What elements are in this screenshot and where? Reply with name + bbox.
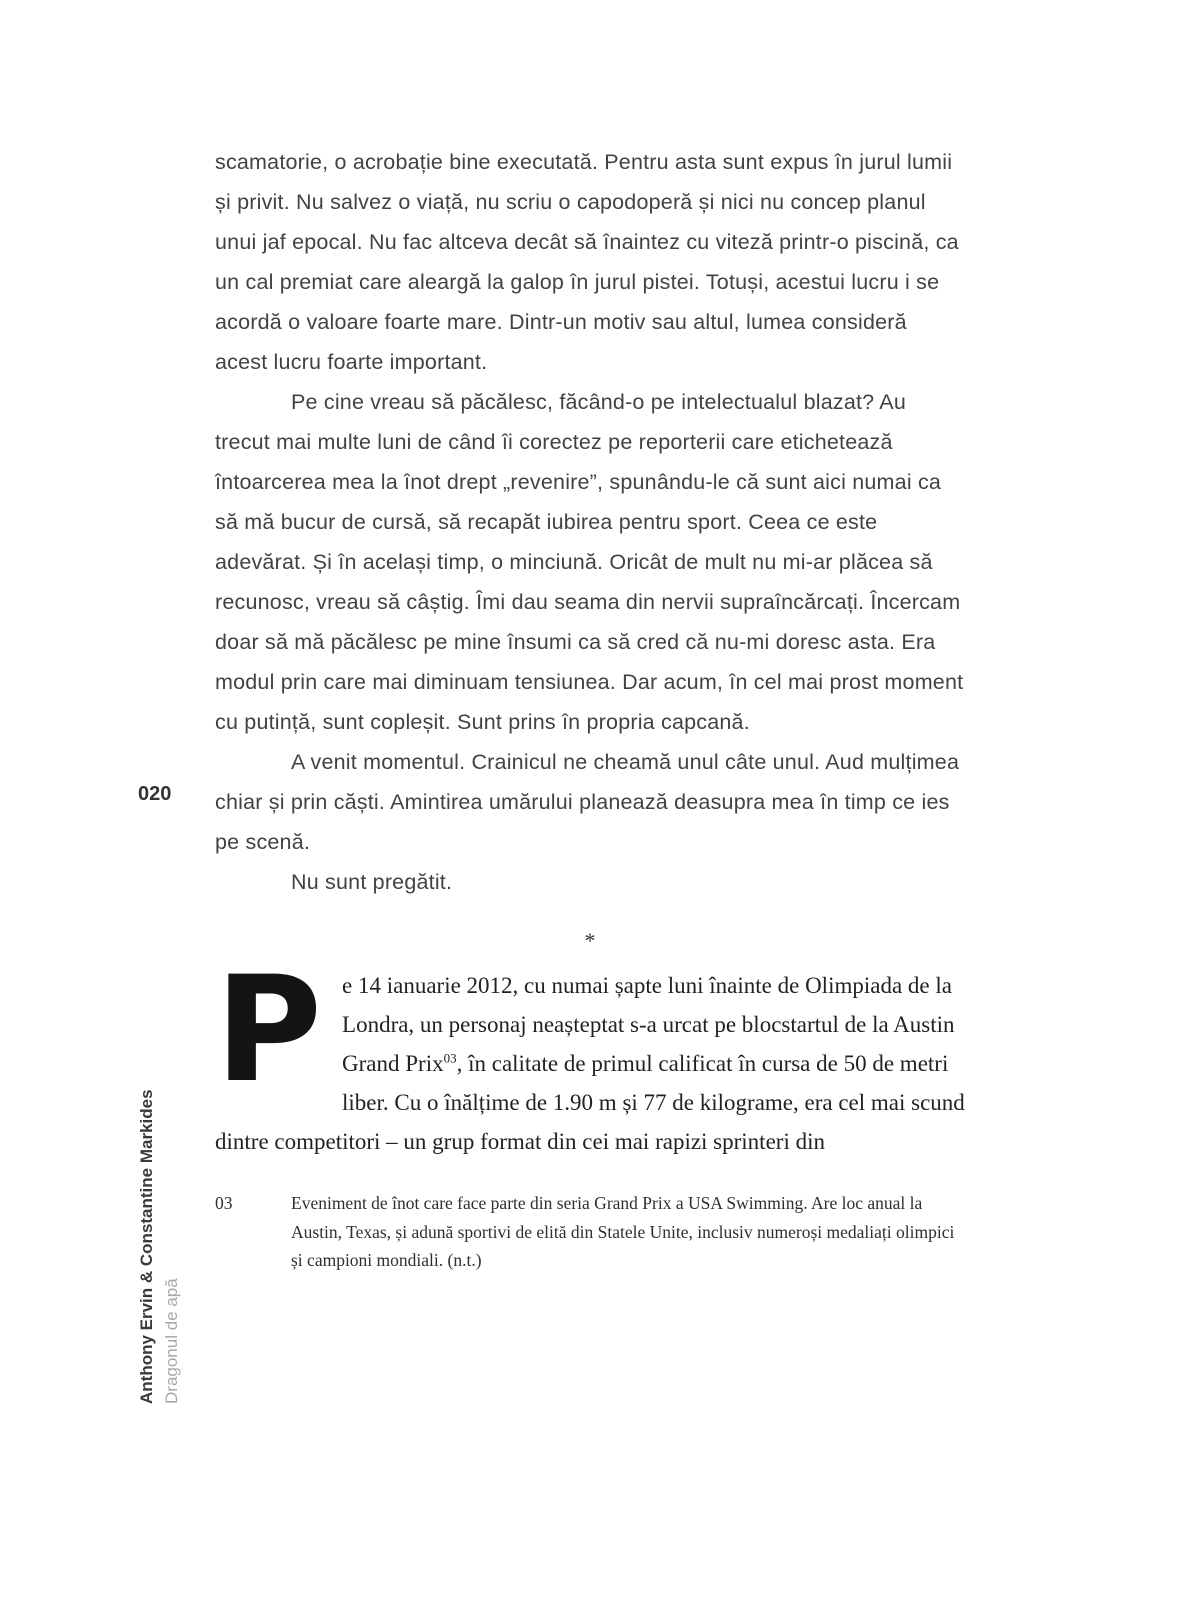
spine-book-title: Dragonul de apă (162, 1278, 181, 1404)
drop-cap: P (215, 945, 323, 1115)
spine-authors: Anthony Ervin & Constantine Markides (137, 1089, 156, 1404)
body-paragraph: A venit momentul. Crainicul ne cheamă unul câte unul. Aud mulțimea chiar și prin căști. Amintirea umărului planează deasupra mea în timp ce ies pe scenă. (215, 750, 960, 854)
footnote (215, 1189, 965, 1275)
chapter-opening-paragraph (215, 945, 965, 1161)
body-paragraph: scamatorie, o acrobație bine executată. Pentru asta sunt expus în jurul lumii și privit. Nu salvez o viață, nu scriu o capodoperă și nici nu concep planul unui jaf epocal. Nu fac altceva decât să înaintez cu viteză printr-o piscină, ca un cal premiat care aleargă la galop în jurul pistei. Totuși, acestui lucru i se acordă o valoare foarte mare. Dintr-un motiv sau altul, lumea consideră acest lucru foarte important. (215, 150, 959, 374)
footnote-reference: 03 (443, 1050, 457, 1066)
page-number: 020 (138, 783, 172, 805)
spine-text (134, 1089, 184, 1404)
footnote-marker: 03 (215, 1193, 233, 1213)
chapter-text: e 14 ianuarie 2012, cu numai șapte luni înainte de Olimpiada de la Londra, un personaj neașteptat s-a urcat pe blocstartul de la Austin Grand Prix (342, 973, 955, 1076)
text-column (215, 142, 965, 1275)
body-paragraph: Nu sunt pregătit. (291, 870, 453, 894)
footnote-text: Eveniment de înot care face parte din seria Grand Prix a USA Swimming. Are loc anual la Austin, Texas, și adună sportivi de elită din Statele Unite, inclusiv numeroși medaliați olimpici și campioni mondiali. (n.t.) (291, 1193, 955, 1270)
section-break-asterisk: * (584, 928, 596, 953)
body-paragraph: Pe cine vreau să păcălesc, făcând-o pe intelectualul blazat? Au trecut mai multe luni de când îi corectez pe reporterii care etichetează întoarcerea mea la înot drept „revenire”, spunându-le că sunt aici numai ca să mă bucur de cursă, să recapăt iubirea pentru sport. Ceea ce este adevărat. Și în același timp, o minciună. Oricât de mult nu mi-ar plăcea să recunosc, vreau să câștig. Îmi dau seama din nervii supraîncărcați. Încercam doar să mă păcălesc pe mine însumi ca să cred că nu-mi doresc asta. Era modul prin care mai diminuam tensiunea. Dar acum, în cel mai prost moment cu putință, sunt copleșit. Sunt prins în propria capcană. (215, 390, 964, 734)
chapter-text-continued: , în calitate de primul calificat în cursa de 50 de metri liber. Cu o înălțime de 1.90 m și 77 de kilograme, era cel mai scund dintre competitori – un grup format din cei mai rapizi sprinteri din (215, 1051, 965, 1154)
